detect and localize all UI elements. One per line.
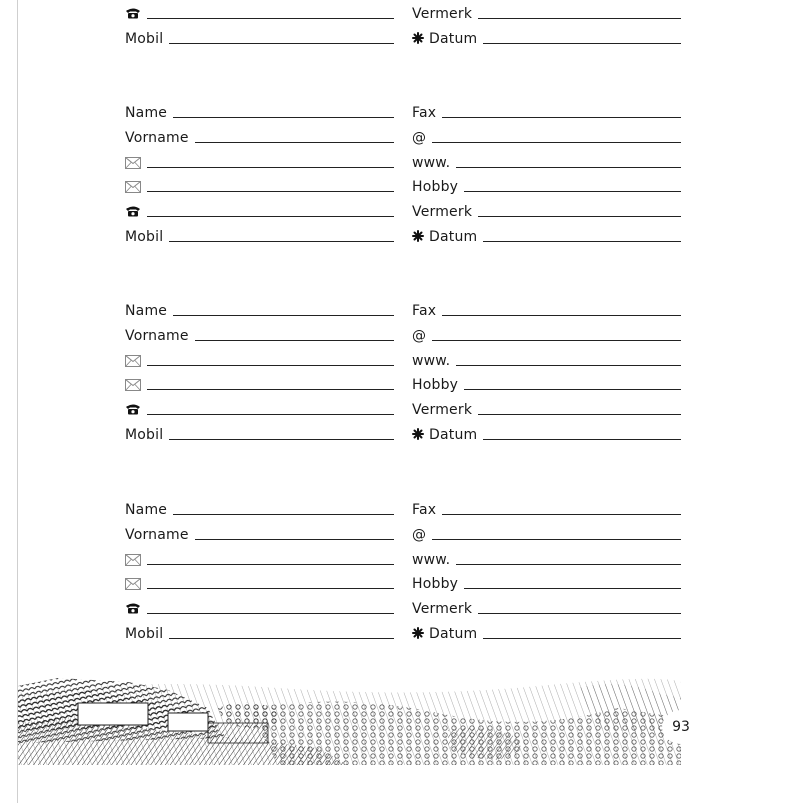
- field-label-hobby: Hobby: [412, 377, 459, 394]
- telephone-icon: [125, 403, 141, 415]
- write-line[interactable]: [169, 438, 394, 440]
- write-line[interactable]: [456, 166, 681, 168]
- entry-3-left-field-mobil: [125, 425, 394, 443]
- entry-3-left-field-telephone: [125, 400, 394, 418]
- write-line[interactable]: [483, 438, 681, 440]
- envelope-icon: [125, 157, 141, 169]
- entry-4-right-field-fax: [412, 500, 681, 518]
- entry-1-right-field-datum: [412, 29, 681, 47]
- star-icon: [412, 32, 424, 44]
- field-label-email: @: [412, 327, 427, 344]
- write-line[interactable]: [195, 339, 394, 341]
- entry-2-left-field-envelope: [125, 153, 394, 171]
- envelope-icon: [125, 554, 141, 566]
- star-icon: [412, 428, 424, 440]
- field-label-hobby: Hobby: [412, 576, 459, 593]
- entry-2-left-field-name: [125, 103, 394, 121]
- write-line[interactable]: [464, 190, 681, 192]
- write-line[interactable]: [456, 364, 681, 366]
- field-label-vermerk: Vermerk: [412, 204, 473, 221]
- field-label-vorname: Vorname: [125, 327, 189, 344]
- write-line[interactable]: [169, 42, 394, 44]
- write-line[interactable]: [173, 116, 394, 118]
- write-line[interactable]: [478, 612, 681, 614]
- entry-2-right-field-hobby: [412, 177, 681, 195]
- entry-3-right-field-www: [412, 351, 681, 369]
- field-label-vermerk: Vermerk: [412, 402, 473, 419]
- write-line[interactable]: [147, 364, 394, 366]
- entry-3-left-field-envelope: [125, 351, 394, 369]
- entry-4-right-field-www: [412, 550, 681, 568]
- landscape-illustration: [18, 668, 681, 765]
- field-label-mobil: Mobil: [125, 31, 164, 47]
- entry-3-right-field-vermerk: [412, 400, 681, 418]
- entry-1-left-field-telephone: [125, 4, 394, 22]
- field-label-datum: Datum: [429, 31, 478, 47]
- write-line[interactable]: [173, 513, 394, 515]
- field-label-www: www.: [412, 154, 451, 171]
- telephone-icon: [125, 205, 141, 217]
- write-line[interactable]: [442, 314, 681, 316]
- entry-2-right-field-www: [412, 153, 681, 171]
- entry-3-right-field-email: [412, 326, 681, 344]
- write-line[interactable]: [147, 612, 394, 614]
- write-line[interactable]: [478, 215, 681, 217]
- write-line[interactable]: [483, 637, 681, 639]
- entry-4-left-field-vorname: [125, 525, 394, 543]
- entry-4-right-field-datum: [412, 624, 681, 642]
- write-line[interactable]: [147, 17, 394, 19]
- field-label-name: Name: [125, 105, 168, 121]
- write-line[interactable]: [169, 637, 394, 639]
- write-line[interactable]: [147, 215, 394, 217]
- write-line[interactable]: [195, 141, 394, 143]
- write-line[interactable]: [432, 538, 681, 540]
- entry-1-left-field-mobil: [125, 29, 394, 47]
- write-line[interactable]: [169, 240, 394, 242]
- field-label-vorname: Vorname: [125, 129, 189, 146]
- write-line[interactable]: [432, 339, 681, 341]
- entry-4-left-field-envelope: [125, 574, 394, 592]
- entry-2-right-field-fax: [412, 103, 681, 121]
- field-label-mobil: Mobil: [125, 229, 164, 245]
- entry-4-right-field-email: [412, 525, 681, 543]
- field-label-www: www.: [412, 352, 451, 369]
- write-line[interactable]: [456, 563, 681, 565]
- field-label-vermerk: Vermerk: [412, 601, 473, 618]
- write-line[interactable]: [147, 563, 394, 565]
- write-line[interactable]: [478, 413, 681, 415]
- envelope-icon: [125, 181, 141, 193]
- entry-3-left-field-vorname: [125, 326, 394, 344]
- field-label-fax: Fax: [412, 303, 437, 319]
- star-icon: [412, 230, 424, 242]
- entry-2-right-field-vermerk: [412, 202, 681, 220]
- write-line[interactable]: [483, 42, 681, 44]
- field-label-datum: Datum: [429, 229, 478, 245]
- entry-2-right-field-email: [412, 128, 681, 146]
- field-label-name: Name: [125, 502, 168, 518]
- entry-2-right-field-datum: [412, 227, 681, 245]
- entry-2-left-field-vorname: [125, 128, 394, 146]
- telephone-icon: [125, 7, 141, 19]
- field-label-www: www.: [412, 551, 451, 568]
- field-label-datum: Datum: [429, 427, 478, 443]
- entry-1-right-field-vermerk: [412, 4, 681, 22]
- field-label-fax: Fax: [412, 502, 437, 518]
- entry-3-right-field-hobby: [412, 375, 681, 393]
- field-label-mobil: Mobil: [125, 626, 164, 642]
- field-label-email: @: [412, 129, 427, 146]
- page-number: 93: [662, 710, 700, 744]
- field-label-vorname: Vorname: [125, 526, 189, 543]
- write-line[interactable]: [147, 190, 394, 192]
- entry-4-left-field-envelope: [125, 550, 394, 568]
- entry-4-left-field-mobil: [125, 624, 394, 642]
- entry-3-left-field-name: [125, 301, 394, 319]
- entry-3-right-field-datum: [412, 425, 681, 443]
- write-line[interactable]: [432, 141, 681, 143]
- entry-3-right-field-fax: [412, 301, 681, 319]
- star-icon: [412, 627, 424, 639]
- entry-4-right-field-hobby: [412, 574, 681, 592]
- field-label-vermerk: Vermerk: [412, 6, 473, 23]
- entry-2-left-field-mobil: [125, 227, 394, 245]
- entry-4-left-field-telephone: [125, 599, 394, 617]
- field-label-mobil: Mobil: [125, 427, 164, 443]
- write-line[interactable]: [478, 17, 681, 19]
- write-line[interactable]: [464, 587, 681, 589]
- write-line[interactable]: [442, 116, 681, 118]
- field-label-hobby: Hobby: [412, 179, 459, 196]
- envelope-icon: [125, 578, 141, 590]
- write-line[interactable]: [147, 413, 394, 415]
- write-line[interactable]: [483, 240, 681, 242]
- write-line[interactable]: [173, 314, 394, 316]
- envelope-icon: [125, 355, 141, 367]
- field-label-datum: Datum: [429, 626, 478, 642]
- field-label-name: Name: [125, 303, 168, 319]
- write-line[interactable]: [147, 388, 394, 390]
- entry-4-right-field-vermerk: [412, 599, 681, 617]
- write-line[interactable]: [464, 388, 681, 390]
- entry-2-left-field-telephone: [125, 202, 394, 220]
- entry-3-left-field-envelope: [125, 375, 394, 393]
- envelope-icon: [125, 379, 141, 391]
- write-line[interactable]: [147, 587, 394, 589]
- entry-4-left-field-name: [125, 500, 394, 518]
- write-line[interactable]: [442, 513, 681, 515]
- write-line[interactable]: [195, 538, 394, 540]
- write-line[interactable]: [147, 166, 394, 168]
- telephone-icon: [125, 602, 141, 614]
- field-label-fax: Fax: [412, 105, 437, 121]
- field-label-email: @: [412, 526, 427, 543]
- entry-2-left-field-envelope: [125, 177, 394, 195]
